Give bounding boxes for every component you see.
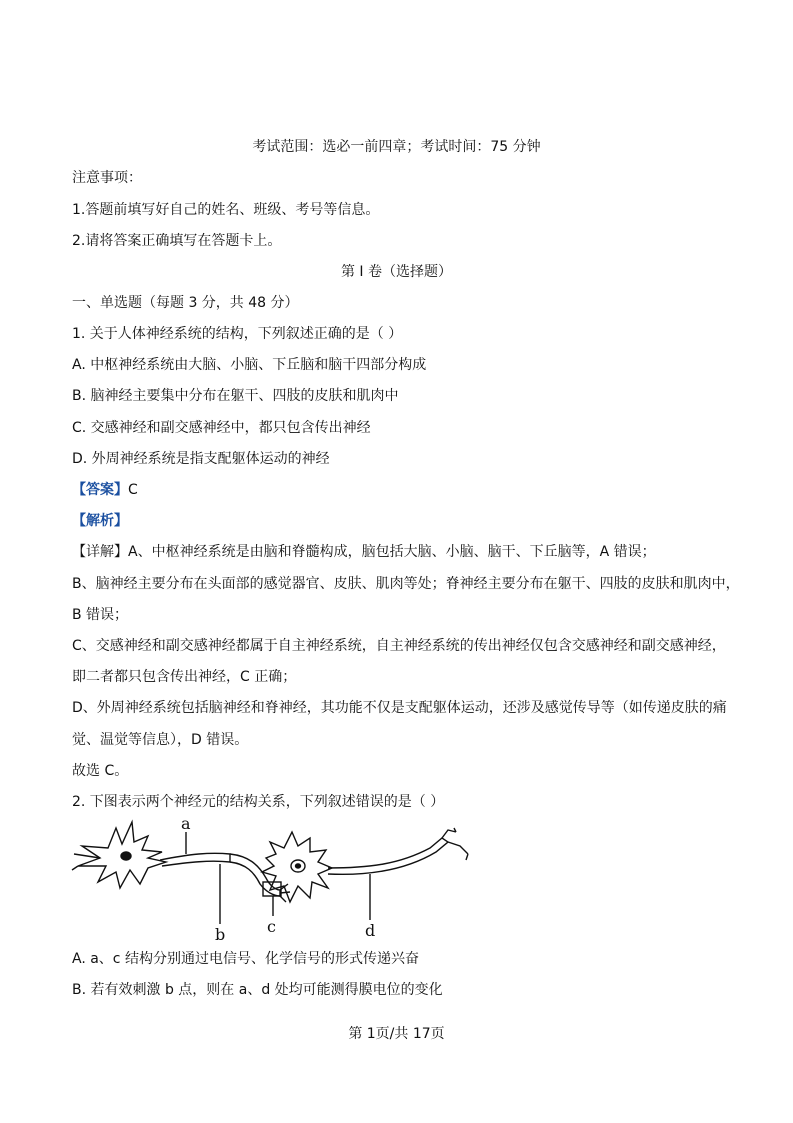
q2-option-b: B. 若有效刺激 b 点，则在 a、d 处均可能测得膜电位的变化: [72, 982, 443, 998]
notice-item-1: 1.答题前填写好自己的姓名、班级、考号等信息。: [72, 202, 380, 218]
q1-detail-8: 故选 C。: [72, 763, 129, 779]
q1-answer: [72, 481, 138, 499]
label-b: b: [215, 925, 226, 943]
q2-option-a: A. a、c 结构分别通过电信号、化学信号的形式传递兴奋: [72, 951, 419, 967]
q1-detail-6: D、外周神经系统包括脑神经和脊神经，其功能不仅是支配躯体运动，还涉及感觉传导等（如传递皮肤的痛: [72, 700, 727, 716]
q1-detail-4: C、交感神经和副交感神经都属于自主神经系统，自主神经系统的传出神经仅包含交感神经和副交感神经，: [72, 638, 726, 654]
q1-option-c: C. 交感神经和副交感神经中，都只包含传出神经: [72, 420, 371, 436]
q1-option-b: B. 脑神经主要集中分布在躯干、四肢的皮肤和肌肉中: [72, 388, 399, 404]
q1-analysis-tag: 【解析】: [72, 513, 128, 529]
neuron2-axon: [328, 838, 448, 874]
neuron-diagram: [70, 818, 490, 943]
neuron1-dendrite-left: [72, 854, 100, 870]
q1-detail-2: B、脑神经主要分布在头面部的感觉器官、皮肤、肌肉等处；脊神经主要分布在躯干、四肢的皮肤和肌肉中，: [72, 576, 740, 592]
notice-item-2: 2.请将答案正确填写在答题卡上。: [72, 233, 282, 249]
answer-value: C: [128, 482, 138, 498]
label-c: c: [267, 917, 276, 936]
neuron1-nucleus: [121, 852, 131, 860]
volume-title: 第 I 卷（选择题）: [340, 264, 453, 280]
part-title: 一、单选题（每题 3 分，共 48 分）: [72, 295, 299, 311]
q1-option-d: D. 外周神经系统是指支配躯体运动的神经: [72, 451, 330, 467]
neuron2-nucleolus: [296, 864, 301, 868]
exam-header: 考试范围：选必一前四章；考试时间：75 分钟: [252, 139, 541, 155]
q1-stem: 1. 关于人体神经系统的结构，下列叙述正确的是（ ）: [72, 326, 403, 342]
label-a: a: [181, 818, 191, 833]
q2-stem: 2. 下图表示两个神经元的结构关系，下列叙述错误的是（ ）: [72, 794, 445, 810]
answer-tag: 【答案】: [72, 482, 128, 498]
q1-detail-1: 【详解】A、中枢神经系统是由脑和脊髓构成，脑包括大脑、小脑、脑干、下丘脑等，A 错误；: [72, 544, 656, 560]
q1-detail-5: 即二者都只包含传出神经，C 正确；: [72, 669, 297, 685]
q1-detail-7: 觉、温觉等信息），D 错误。: [72, 732, 249, 748]
label-d: d: [365, 921, 376, 940]
q1-detail-3: B 错误；: [72, 607, 129, 623]
q1-option-a: A. 中枢神经系统由大脑、小脑、下丘脑和脑干四部分构成: [72, 357, 427, 373]
page-footer: 第 1页/共 17页: [348, 1026, 445, 1042]
notice-title: 注意事项：: [72, 170, 142, 186]
